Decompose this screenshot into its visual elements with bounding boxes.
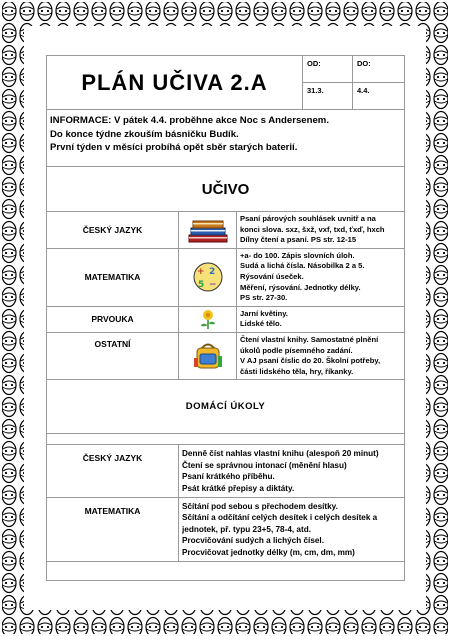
subject-other: OSTATNÍ (47, 332, 179, 379)
school-bag-icon (179, 332, 237, 379)
subject-nature: PRVOUKA (47, 306, 179, 332)
homework-line: Procvičovat jednotky délky (m, cm, dm, mm) (182, 547, 355, 557)
homework-line: Sčítání a odčítání celých desítek i celých desítek a (182, 513, 378, 523)
nature-curriculum (237, 306, 405, 332)
from-date: 31.3. (303, 83, 353, 110)
curriculum-line: Psaní párových souhlásek uvnitř a na (240, 214, 376, 223)
page-title: PLÁN UČIVA 2.A (47, 56, 303, 110)
flower-icon (179, 306, 237, 332)
curriculum-line: Čtení vlastní knihy. Samostatné plnění (240, 334, 379, 344)
homework-line: Sčítání pod sebou s přechodem desítky. (182, 501, 338, 511)
homework-heading: DOMÁCÍ ÚKOLY (47, 380, 405, 434)
homework-subject-math: MATEMATIKA (47, 497, 179, 561)
svg-text:5: 5 (197, 280, 204, 291)
math-curriculum (237, 248, 405, 306)
homework-subject-czech: ČESKÝ JAZYK (47, 445, 179, 498)
curriculum-line: +a- do 100. Zápis slovních úloh. (240, 250, 355, 260)
czech-curriculum (237, 212, 405, 249)
lesson-plan-table (46, 55, 405, 581)
subject-math: MATEMATIKA (47, 248, 179, 306)
homework-line: Psát krátké přepisy a diktáty. (182, 483, 295, 493)
czech-homework (179, 445, 405, 498)
curriculum-line: V AJ psaní číslic do 20. Školní potřeby, (240, 356, 381, 366)
homework-line: Psaní krátkého příběhu. (182, 472, 275, 482)
homework-line: Čtení se správnou intonací (měnění hlasu) (182, 460, 347, 470)
info-line: INFORMACE: V pátek 4.4. proběhne akce Noc s Andersenem. (50, 115, 330, 126)
svg-text:+: + (196, 267, 205, 278)
books-icon (179, 212, 237, 249)
curriculum-line: Jarní květiny. (240, 308, 288, 318)
curriculum-line: Dílny čtení a psaní. PS str. 12-15 (240, 235, 357, 245)
from-label: OD: (303, 56, 353, 83)
svg-text:−: − (208, 280, 217, 291)
math-homework (179, 497, 405, 561)
to-label: DO: (353, 56, 405, 83)
curriculum-line: Sudá a lichá čísla. Násobilka 2 a 5. (240, 261, 365, 271)
curriculum-heading: UČIVO (47, 167, 405, 212)
homework-line: Denně číst nahlas vlastní knihu (alespoň 20 minut) (182, 449, 379, 459)
info-line: Do konce týdne zkouším básničku Budík. (50, 128, 239, 140)
information-block (47, 110, 405, 167)
svg-text:2: 2 (208, 267, 215, 278)
curriculum-line: Lidské tělo. (240, 319, 282, 329)
to-date: 4.4. (353, 83, 405, 110)
curriculum-line: Rýsování úseček. (240, 271, 304, 281)
curriculum-line: PS str. 27-30. (240, 293, 288, 303)
table-spacer (47, 434, 405, 445)
curriculum-line: Měření, rýsování. Jednotky délky. (240, 282, 361, 292)
curriculum-line: úkolů podle písemného zadání. (240, 345, 353, 355)
subject-czech: ČESKÝ JAZYK (47, 212, 179, 249)
other-curriculum (237, 332, 405, 379)
curriculum-line: konci slova. sxz, šxž, vxf, txd, ťxď, hxch (240, 224, 385, 234)
homework-line: jednotek, př. typu 23+5, 78-4, atd. (182, 524, 311, 534)
curriculum-line: části lidského těla, hry, říkanky. (240, 366, 354, 376)
table-bottom-spacer (47, 561, 405, 580)
info-line: První týden v měsíci probíhá opět sběr starých baterií. (50, 142, 298, 153)
homework-line: Procvičování sudých a lichých čísel. (182, 536, 324, 546)
math-icon (179, 248, 237, 306)
lesson-plan-sheet (46, 55, 404, 583)
